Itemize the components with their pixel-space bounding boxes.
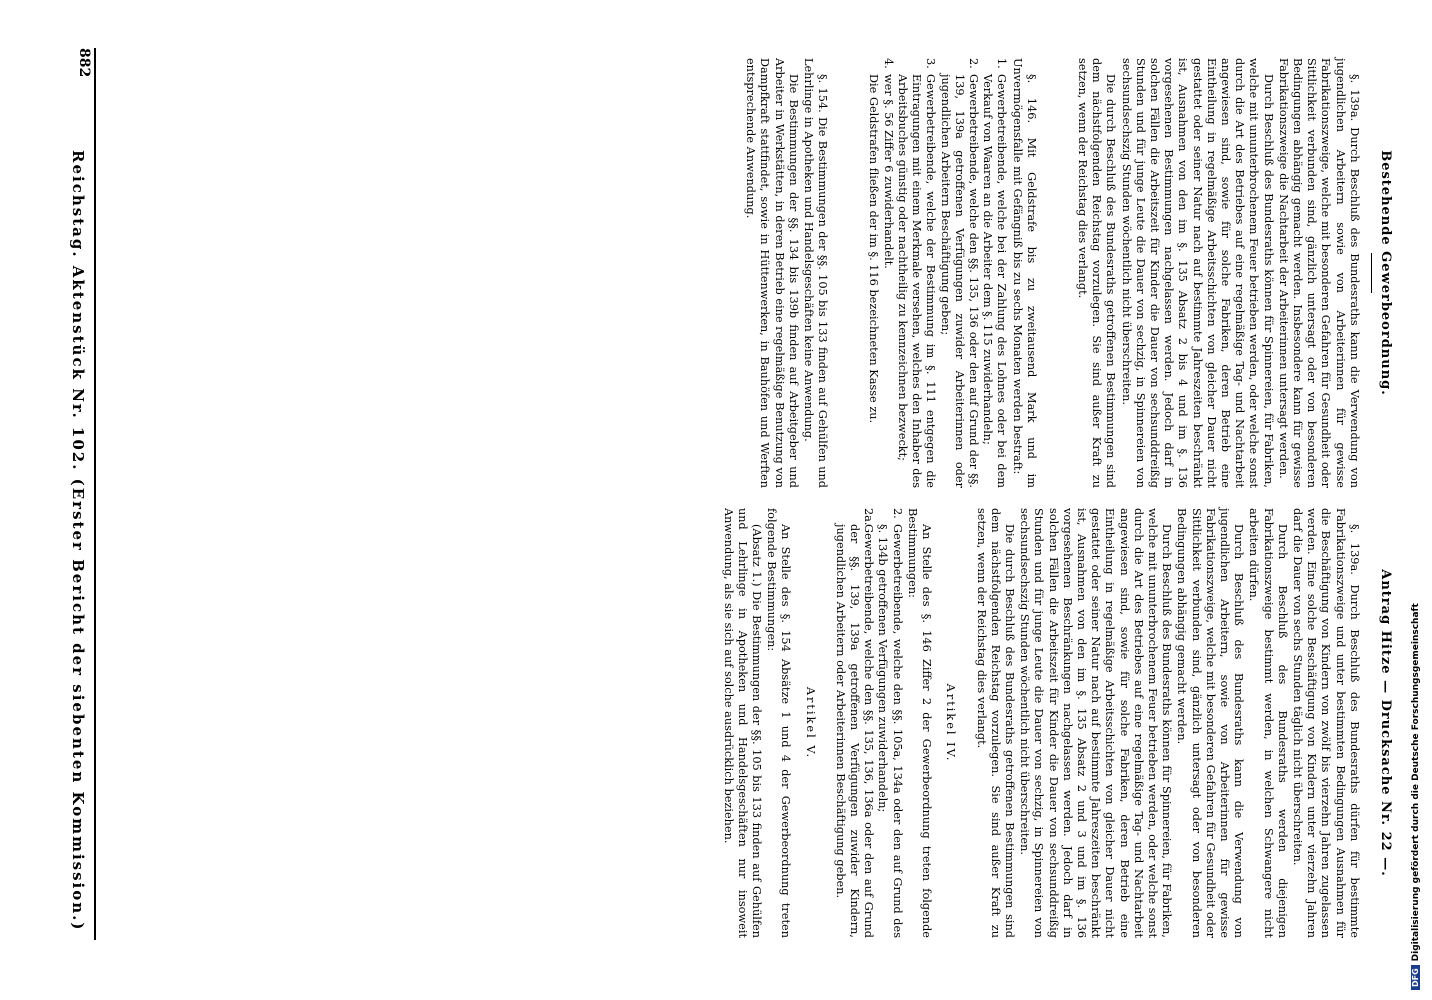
paragraph-139a: §. 139a. Durch Beschluß des Bundesraths dürfen für bestimmte Fabrikationszweige und unter bestimmten Bedingungen Ausnahmen für die Beschäftigung von Kindern von zwölf bis vierzehn Jahren zugelassen werden. Eine solche Beschäftigung von Kindern unter vierzehn Jahren darf die Dauer von sechs Stunden täglich nicht überschreiten. (1290, 508, 1361, 938)
paragraph-139a: §. 139a. Durch Beschluß des Bundesraths kann die Verwendung von jugendlichen Arbeitern sowie von Arbeiterinnen für gewisse Fabrikationszweige, welche mit besonderen Gefahren für Gesundheit oder Sittlichkeit verbunden sind, gänzlich untersagt oder von besonderen Bedingungen abhängig gemacht werden. Insbesondere kann für gewisse Fabrikationszweige die Nachtarbeit der Arbeiterinnen untersagt werden. (1276, 58, 1361, 488)
list-item (980, 58, 1008, 488)
paragraph: Durch Beschluß des Bundesraths werden diejenigen Fabrikationszweige bestimmt werden, in welchen Schwangere nicht arbeiten dürfen. (1247, 508, 1289, 938)
paragraph: An Stelle des §. 154 Absätze 1 und 4 der Gewerbeordnung treten folgende Bestimmungen: (765, 508, 793, 938)
item-text: Gewerbetreibende, welche den §§. 105a, 134a oder den auf Grund des §. 134b getroffenen Verfügungen zuwiderhandeln; (876, 524, 904, 938)
header-rule (94, 48, 96, 940)
paragraph: Die durch Beschluß des Bundesraths getroffenen Bestimmungen sind dem nächstfolgenden Reichstag vorzulegen. Sie sind außer Kraft zu setzen, wenn der Reichstag dies verlangt. (1075, 58, 1118, 488)
item-number: 2. (966, 58, 980, 69)
list-item (833, 508, 876, 938)
list-item (937, 58, 980, 488)
article-heading: Artikel IV. (944, 683, 958, 763)
paragraph: Durch Beschluß des Bundesraths können für Spinnereien, für Fabriken, welche mit ununterbrochenem Feuer betrieben werden, oder welche sonst durch die Art des Betriebes auf eine regelmäßige Tag- und Nachtarbeit angewiesen sind, sowie für solche Fabriken, deren Betrieb eine Eintheilung in regelmäßige Arbeitsschichten von gleicher Dauer nicht gestattet oder seiner Natur nach auf bestimmte Jahreszeiten beschränkt ist, Ausnahmen von den im §. 135 Absatz 2 und 3 und im §. 136 vorgesehenen Beschränkungen nachgelassen werden. Jedoch darf in solchen Fällen die Arbeitszeit für Kinder die Dauer von sechsunddreißig Stunden und für junge Leute die Dauer von sechzig, in Spinnereien von sechsundsechszig Stunden wöchentlich nicht überschreiten. (1018, 508, 1174, 938)
item-text: Gewerbetreibende, welche den §§. 135, 136, 136a oder den auf Grund der §§. 139, 139a getroffenen Verfügungen zuwider Kindern, jugendlichen Arbeitern oder Arbeiterinnen Beschäftigung geben. (833, 524, 876, 938)
digitization-credit (1411, 603, 1421, 990)
item-number: 4. (881, 58, 895, 69)
item-number: 1. (995, 58, 1009, 69)
column-right (719, 508, 1392, 938)
list-item (875, 508, 903, 938)
footnote-strip (1408, 40, 1428, 1000)
item-number: 2. (890, 508, 904, 519)
item-text: Gewerbetreibende, welche der Bestimmung im §. 111 entgegen die Eintragungen mit einem Merkmale versehen, welches den Inhaber des Arbeitsbuches günstig oder nachtheilig zu kennzeichnen bezweckt; (895, 74, 938, 488)
paragraph: An Stelle des §. 146 Ziffer 2 der Gewerbeordnung treten folgende Bestimmungen: (905, 508, 934, 938)
list-item (881, 58, 895, 488)
column-left (742, 58, 1392, 488)
paragraph: Die durch Beschluß des Bundesraths getroffenen Bestimmungen sind dem nächstfolgenden Reichstag vorzulegen. Sie sind außer Kraft zu setzen, wenn der Reichstag dies verlangt. (974, 508, 1016, 938)
item-text: Gewerbetreibende, welche bei der Zahlung des Lohnes oder bei dem Verkauf von Waaren an die Arbeiter dem §. 115 zuwiderhandeln; (981, 74, 1009, 488)
item-number: 2a. (862, 508, 876, 526)
paragraph: Die Bestimmungen der §§. 134 bis 139b finden auf Arbeitgeber und Arbeiter in Werkstätten, in deren Betrieb eine regelmäßige Benutzung von Dampfkraft stattfindet, sowie in Hüttenwerken, in Bauhöfen und Werften entsprechende Anwendung. (744, 58, 800, 488)
column-right-heading: Antrag Hitze — Drucksache Nr. 22 —. (1378, 569, 1393, 877)
paragraph: (Absatz 1.) Die Bestimmungen der §§. 105 bis 133 finden auf Gehülfen und Lehrlinge in Apotheken und Handelsgeschäften nur insoweit Anwendung, als sie sich auf solche ausdrücklich beziehen. (721, 508, 764, 938)
paragraph-146: §. 146. Mit Geldstrafe bis zu zweitausend Mark und im Unvermögensfalle mit Gefängniß bis zu sechs Monaten werden bestraft: (1010, 58, 1038, 488)
paragraph: Durch Beschluß des Bundesraths kann die Verwendung von jugendlichen Arbeitern, sowie von Arbeiterinnen für gewisse Fabrikationszweige, welche mit besonderen Gefahren für Gesundheit oder Sittlichkeit verbunden sind, gänzlich untersagt oder von besonderen Bedingungen abhängig gemacht werden. (1175, 508, 1246, 938)
item-text: wer §. 56 Ziffer 6 zuwiderhandelt. (881, 74, 895, 269)
list-item (895, 58, 938, 488)
paragraph-154: §. 154. Die Bestimmungen der §§. 105 bis 133 finden auf Gehülfen und Lehrlinge in Apotheken und Handelsgeschäften keine Anwendung. (802, 58, 830, 488)
item-number: 3. (924, 58, 938, 69)
dfg-logo: DFG (1411, 965, 1420, 990)
item-text: Gewerbetreibende, welche den §§. 135, 136 oder den auf Grund der §§. 139, 139a getroffenen Verfügungen zuwider Arbeiterinnen oder jugendlichen Arbeitern Beschäftigung geben; (938, 74, 980, 488)
paragraph: Durch Beschluß des Bundesraths können für Spinnereien, für Fabriken, welche mit ununterbrochenem Feuer betrieben werden, oder welche sonst durch die Art des Betriebes auf eine regelmäßige Tag- und Nachtarbeit angewiesen sind, sowie für solche Fabriken, deren Betrieb eine Eintheilung in regelmäßige Arbeitsschichten von gleicher Dauer nicht gestattet oder seiner Natur nach auf bestimmte Jahreszeiten beschränkt ist, Ausnahmen von den im §. 135 Absatz 2 bis 4 und im §. 136 vorgesehenen Bestimmungen nachgelassen werden. Jedoch darf in solchen Fällen die Arbeitszeit für Kinder die Dauer von sechsunddreißig Stunden und für junge Leute die Dauer von sechzig, in Spinnereien von sechsundsechszig Stunden wöchentlich nicht überschreiten. (1119, 58, 1275, 488)
credit-text: Digitalisierung gefördert durch die Deutsche Forschungsgemeinschaft (1411, 603, 1421, 962)
page-number: 882 (76, 48, 92, 78)
page-title: Reichstag. Aktenstück Nr. 102. (Erster Bericht der siebenten Kommission.) (69, 150, 87, 932)
heading-rule (1371, 253, 1372, 293)
paragraph: Die Geldstrafen fließen der im §. 116 bezeichneten Kasse zu. (867, 74, 881, 424)
column-left-heading: Bestehende Gewerbeordnung. (1378, 150, 1393, 396)
article-heading: Artikel V. (803, 686, 817, 760)
